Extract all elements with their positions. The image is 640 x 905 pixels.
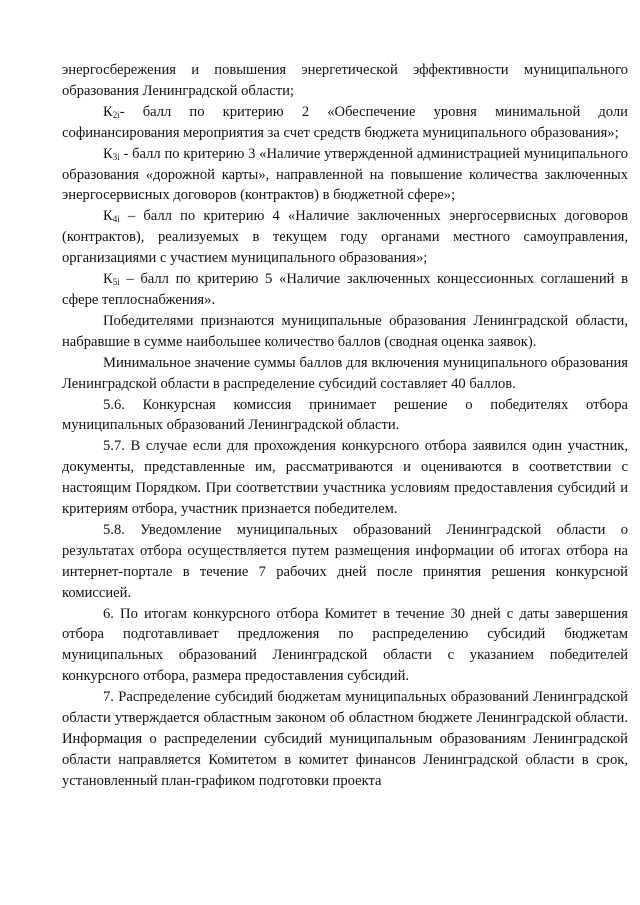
- paragraph-text: 5.8. Уведомление муниципальных образований Ленинградской области о результатах отбора осуществляется путем размещения информации об итогах отбора на интернет-портале в течение 7 рабочих дней после принятия решения конкурсной комиссией.: [62, 521, 628, 601]
- symbol-base: К: [103, 103, 113, 120]
- symbol-base: К: [103, 271, 113, 288]
- paragraph-text: – балл по критерию 5 «Наличие заключенных концессионных соглашений в сфере теплоснабжения».: [62, 271, 628, 308]
- clause-7: [62, 687, 628, 792]
- clause-6: [62, 604, 628, 688]
- symbol-subscript: 3i: [112, 151, 120, 162]
- symbol-subscript: 2i: [112, 109, 120, 120]
- criterion-k3-paragraph: [62, 144, 628, 207]
- paragraph: [62, 353, 628, 395]
- criterion-k2-paragraph: [62, 102, 628, 144]
- paragraph-text: - балл по критерию 3 «Наличие утвержденной администрацией муниципального образования «дорожной карты», направленной на повышение количества заключенных энергосервисных договоров (контрактов) в бюджетной сфере»;: [62, 145, 628, 204]
- criterion-k5-paragraph: [62, 269, 628, 311]
- symbol-base: К: [103, 208, 113, 225]
- paragraph-text: Минимальное значение суммы баллов для включения муниципального образования Ленинградской области в распределение субсидий составляет 40 баллов.: [62, 354, 628, 392]
- symbol-base: К: [103, 145, 113, 162]
- paragraph-text: – балл по критерию 4 «Наличие заключенных энергосервисных договоров (контрактов), реализуемых в текущем году органами местного самоуправления, организациями с участием муниципального образования»;: [62, 208, 628, 267]
- symbol-subscript: 4i: [112, 214, 120, 225]
- clause-5-6: [62, 395, 628, 437]
- document-page: [62, 60, 628, 792]
- paragraph-text: 7. Распределение субсидий бюджетам муниципальных образований Ленинградской области утверждается областным законом об областном бюджете Ленинградской области. Информация о распределении субсидий муниципальным образованиям Ленинградской области направляется Комитетом в комитет финансов Ленинградской области в срок, установленный план-графиком подготовки проекта: [62, 689, 628, 789]
- paragraph-text: 6. По итогам конкурсного отбора Комитет в течение 30 дней с даты завершения отбора подготавливает предложения по распределению субсидий бюджетам муниципальных образований Ленинградской области с указанием победителей конкурсного отбора, размера предоставления субсидий.: [62, 605, 628, 685]
- paragraph-text: Победителями признаются муниципальные образования Ленинградской области, набравшие в сумме наибольшее количество баллов (сводная оценка заявок).: [62, 312, 628, 350]
- paragraph: [62, 311, 628, 353]
- criterion-k4-paragraph: [62, 206, 628, 269]
- paragraph-text: энергосбережения и повышения энергетической эффективности муниципального образования Ленинградской области;: [62, 62, 628, 99]
- clause-5-7: [62, 436, 628, 520]
- paragraph: [62, 60, 628, 102]
- symbol-subscript: 5i: [112, 277, 120, 288]
- clause-5-8: [62, 520, 628, 604]
- paragraph-text: - балл по критерию 2 «Обеспечение уровня минимальной доли софинансирования мероприятия за счет средств бюджета муниципального образования»;: [62, 103, 628, 141]
- paragraph-text: 5.7. В случае если для прохождения конкурсного отбора заявился один участник, документы, представленные им, рассматриваются и оцениваются в соответствии с настоящим Порядком. При соответствии участника условиям предоставления субсидий и критериям отбора, участник признается победителем.: [62, 438, 628, 518]
- paragraph-text: 5.6. Конкурсная комиссия принимает решение о победителях отбора муниципальных образований Ленинградской области.: [62, 396, 628, 434]
